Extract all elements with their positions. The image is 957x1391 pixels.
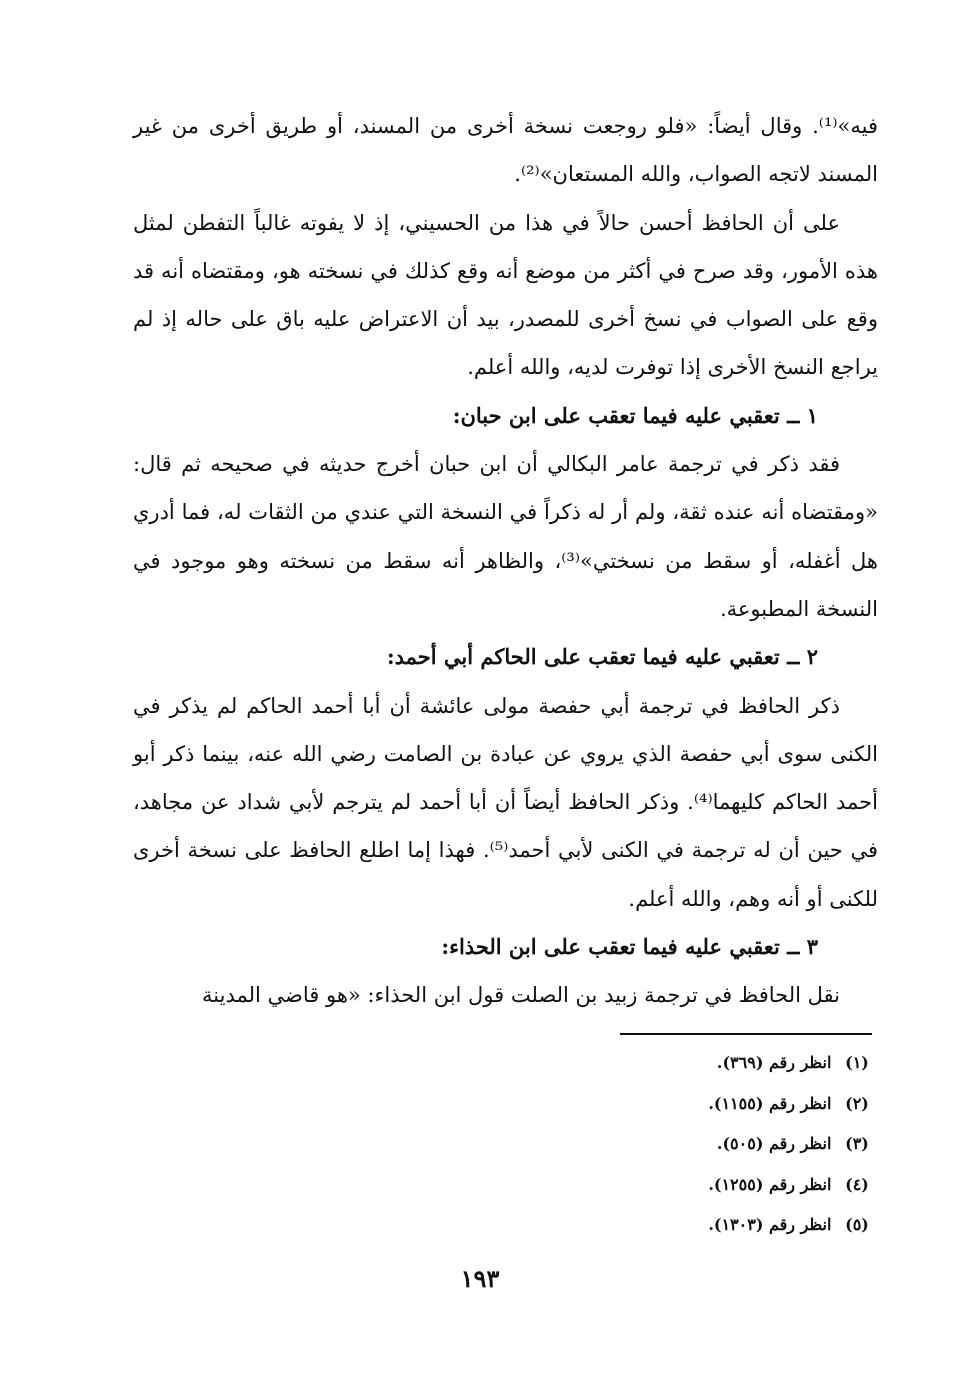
footnote-item — [500, 1084, 877, 1125]
footnotes — [500, 1043, 877, 1246]
page-number: ١٩٣ — [460, 1264, 500, 1293]
footnote-text: انظر رقم (٥٠٥). — [716, 1134, 832, 1154]
footnote-divider — [620, 1033, 872, 1035]
paragraph-abu-ahmad: ذكر الحافظ في ترجمة أبي حفصة مولى عائشة أن أبا أحمد الحاكم لم يذكر في الكنى سوى أبي حفصة الذي يروي عن عبادة بن الصامت رضي الله عنه، بينما ذكر أبو أحمد الحاكم كليهما⁽⁴⁾. وذكر الحافظ أيضاً أن أبا أحمد لم يترجم لأبي شداد عن مجاهد، في حين أن له ترجمة في الكنى لأبي أحمد⁽⁵⁾. فهذا إما اطلع الحافظ على نسخة أخرى للكنى أو أنه وهم، والله أعلم. — [133, 693, 878, 911]
section-heading-abu-ahmad: ٢ ــ تعقبي عليه فيما تعقب على الحاكم أبي أحمد: — [386, 644, 818, 670]
footnote-number: (٥) — [845, 1215, 869, 1235]
footnote-item — [500, 1165, 877, 1206]
paragraph-continuation: فيه»⁽¹⁾. وقال أيضاً: «فلو روجعت نسخة أخرى من المسند، أو طريق أخرى من غير المسند لاتجه الصواب، والله المستعان»⁽²⁾. — [133, 114, 878, 187]
footnote-number: (١) — [845, 1053, 869, 1072]
footnote-item — [500, 1043, 877, 1084]
main-text — [133, 102, 878, 1020]
footnote-text: انظر رقم (١٢٥٥). — [708, 1174, 832, 1194]
footnote-text: انظر رقم (٣٦٩). — [716, 1053, 832, 1072]
footnote-item — [500, 1124, 877, 1165]
paragraph-ibn-alhadhdha: نقل الحافظ في ترجمة زبيد بن الصلت قول ابن الحذاء: «هو قاضي المدينة — [202, 983, 840, 1008]
section-heading-ibn-hibban: ١ ــ تعقبي عليه فيما تعقب على ابن حبان: — [452, 402, 818, 428]
paragraph-ibn-hibban: فقد ذكر في ترجمة عامر البكالي أن ابن حبان أخرج حديثه في صحيحه ثم قال: «ومقتضاه أنه عنده ثقة، ولم أر له ذكراً في النسخة التي عندي من الثقات له، فما أدري هل أغفله، أو سقط من نسختي»⁽³⁾، والظاهر أنه سقط من نسخته وهو موجود في النسخة المطبوعة. — [133, 452, 878, 621]
footnote-text: انظر رقم (١٣٠٣). — [708, 1215, 832, 1235]
footnote-text: انظر رقم (١١٥٥). — [708, 1093, 832, 1113]
footnote-number: (٤) — [845, 1174, 869, 1194]
paragraph-intro: على أن الحافظ أحسن حالاً في هذا من الحسيني، إذ لا يفوته غالباً التفطن لمثل هذه الأمور، وقد صرح في أكثر من موضع أنه وقع كذلك في نسخته هو، ومقتضاه أنه قد وقع على الصواب في نسخ أخرى للمصدر، بيد أن الاعتراض عليه باق على حاله إذ لم يراجع النسخ الأخرى إذا توفرت لديه، والله أعلم. — [133, 210, 878, 380]
section-heading-ibn-alhadhdha: ٣ ــ تعقبي عليه فيما تعقب على ابن الحذاء: — [441, 934, 818, 960]
footnote-number: (٣) — [845, 1134, 869, 1154]
footnote-number: (٢) — [845, 1093, 869, 1113]
footnote-item — [500, 1205, 877, 1246]
